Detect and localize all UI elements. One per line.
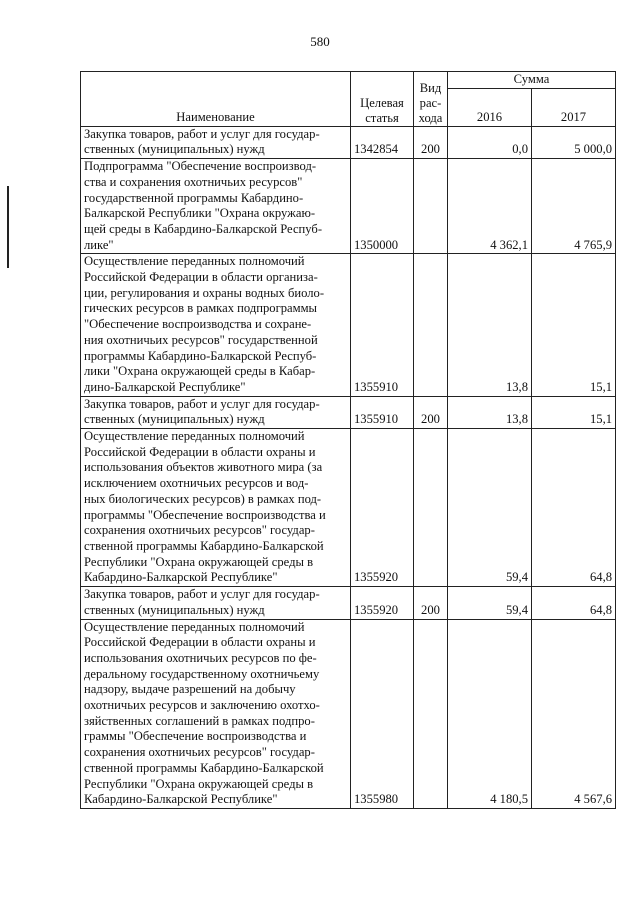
table-header (81, 72, 616, 127)
row-kind (414, 254, 448, 396)
row-name: Осуществление переданных полномочий Российской Федерации в области организа- ции, регулирования и охраны водных биоло- гических ресурсов в рамках подпрограммы "Обеспечение воспроизводства и сохране- ния охотничьих ресурсов" государственной программы Кабардино-Балкарской Респуб- лики "Охрана окружающей среды в Кабар- дино-Балкарской Республике" (81, 254, 351, 396)
header-year-2017: 2017 (532, 88, 616, 126)
table-row (81, 429, 616, 587)
row-code: 1355920 (351, 587, 414, 619)
table-row (81, 587, 616, 619)
row-sum-2017: 64,8 (532, 429, 616, 587)
row-code: 1355910 (351, 254, 414, 396)
row-kind: 200 (414, 126, 448, 158)
table-row (81, 126, 616, 158)
row-name: Закупка товаров, работ и услуг для государ- ственных (муниципальных) нужд (81, 126, 351, 158)
row-sum-2016: 59,4 (448, 429, 532, 587)
row-sum-2017: 4 567,6 (532, 619, 616, 808)
header-name: Наименование (81, 72, 351, 127)
row-name: Подпрограмма "Обеспечение воспроизвод- ства и сохранения охотничьих ресурсов" государственной программы Кабардино- Балкарской Республики "Охрана окружаю- щей среды в Кабардино-Балкарской Респуб- лике" (81, 159, 351, 254)
row-code: 1350000 (351, 159, 414, 254)
table-body (81, 126, 616, 808)
row-sum-2016: 59,4 (448, 587, 532, 619)
row-kind (414, 429, 448, 587)
budget-table (80, 71, 616, 809)
row-kind (414, 619, 448, 808)
row-sum-2016: 13,8 (448, 396, 532, 428)
row-name: Осуществление переданных полномочий Российской Федерации в области охраны и использования объектов животного мира (за исключением охотничьих ресурсов и вод- ных биологических ресурсов) в рамках под- программы "Обеспечение воспроизводства и сохранения охотничьих ресурсов" государ- ственной программы Кабардино-Балкарской Республики "Охрана окружающей среды в Кабардино-Балкарской Республике" (81, 429, 351, 587)
row-name: Осуществление переданных полномочий Российской Федерации в области охраны и использования охотничьих ресурсов по фе- деральному государственному охотничьему надзору, выдаче разрешений на добычу охотничьих ресурсов и заключению охотхо- зяйственных соглашений в рамках подпро- граммы "Обеспечение воспроизводства и сохранения охотничьих ресурсов" государ- ственной программы Кабардино-Балкарской Республики "Охрана окружающей среды в Кабардино-Балкарской Республике" (81, 619, 351, 808)
row-kind (414, 159, 448, 254)
row-kind: 200 (414, 587, 448, 619)
row-code: 1355910 (351, 396, 414, 428)
table-row (81, 396, 616, 428)
row-sum-2017: 15,1 (532, 254, 616, 396)
row-sum-2017: 64,8 (532, 587, 616, 619)
header-kind: Вид рас- хода (414, 72, 448, 127)
row-kind: 200 (414, 396, 448, 428)
row-name: Закупка товаров, работ и услуг для государ- ственных (муниципальных) нужд (81, 396, 351, 428)
table-row (81, 159, 616, 254)
header-code: Целевая статья (351, 72, 414, 127)
row-name: Закупка товаров, работ и услуг для государ- ственных (муниципальных) нужд (81, 587, 351, 619)
margin-mark (7, 186, 9, 268)
row-sum-2016: 4 180,5 (448, 619, 532, 808)
row-sum-2017: 15,1 (532, 396, 616, 428)
row-sum-2017: 4 765,9 (532, 159, 616, 254)
row-sum-2017: 5 000,0 (532, 126, 616, 158)
header-sum: Сумма (448, 72, 616, 89)
table-row (81, 619, 616, 808)
row-sum-2016: 13,8 (448, 254, 532, 396)
row-code: 1355920 (351, 429, 414, 587)
row-code: 1355980 (351, 619, 414, 808)
header-year-2016: 2016 (448, 88, 532, 126)
row-sum-2016: 4 362,1 (448, 159, 532, 254)
row-sum-2016: 0,0 (448, 126, 532, 158)
page-number: 580 (310, 34, 330, 49)
row-code: 1342854 (351, 126, 414, 158)
table-row (81, 254, 616, 396)
